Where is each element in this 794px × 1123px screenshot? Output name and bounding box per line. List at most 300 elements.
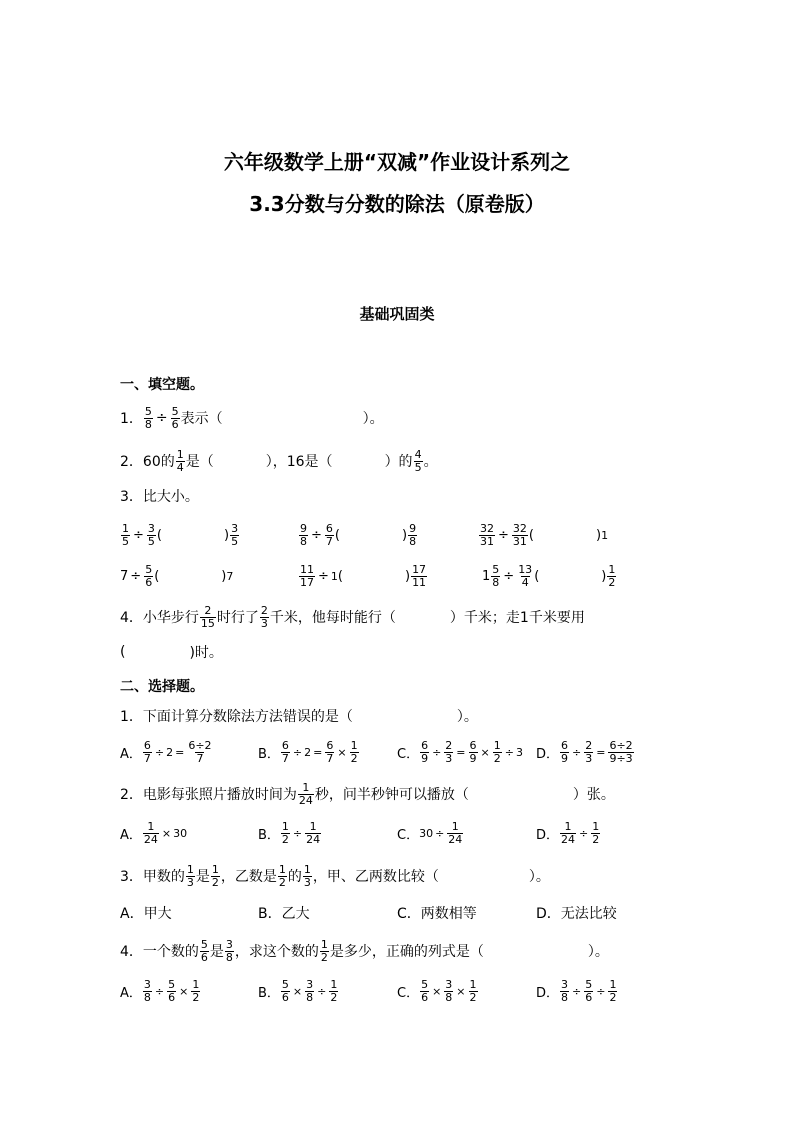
operator-symbol: ×: [456, 984, 466, 998]
denominator: 8: [306, 990, 314, 1004]
denominator: 8: [225, 950, 233, 964]
denominator: 2: [330, 990, 338, 1004]
text-span: 1: [330, 569, 338, 583]
q-number: 1．: [120, 411, 143, 427]
fraction: [444, 740, 453, 765]
q-text: 千米，他每时能行（: [269, 610, 396, 626]
numerator: 2: [585, 738, 593, 752]
numerator: 1: [609, 977, 617, 991]
question-1-3: [120, 481, 199, 511]
text-span: A．: [120, 746, 142, 762]
text-span: 3: [515, 745, 523, 759]
text-span: ，求这个数的: [234, 944, 319, 960]
text-span: C．: [397, 827, 420, 843]
denominator: 2: [281, 832, 289, 846]
text-span: 秒，问半秒钟可以播放（: [314, 787, 469, 803]
text-span: ）张。: [572, 787, 615, 803]
section-choice: 二、选择题。: [120, 679, 204, 695]
fraction: [230, 523, 239, 548]
fraction: [143, 740, 152, 765]
fraction: [281, 740, 290, 765]
denominator: 7: [281, 751, 289, 765]
fraction: [187, 740, 212, 765]
question-1-2: [120, 446, 438, 476]
numerator: 5: [171, 404, 179, 418]
denominator: 3: [303, 875, 311, 889]
fraction: [320, 939, 329, 964]
numerator: 1: [320, 937, 328, 951]
denominator: 7: [143, 751, 151, 765]
fraction: [305, 979, 314, 1004]
numerator: 1: [451, 819, 459, 833]
numerator: 1: [469, 977, 477, 991]
fraction: [607, 564, 616, 589]
denominator: 2: [493, 751, 501, 765]
fraction: [447, 821, 463, 846]
q-text: 3．比大小。: [120, 489, 199, 505]
text-span: (: [156, 527, 162, 543]
numerator: 1: [330, 977, 338, 991]
denominator: 31: [480, 534, 494, 548]
denominator: 31: [512, 534, 527, 548]
numerator: 6: [281, 738, 289, 752]
numerator: 1: [147, 819, 155, 833]
operator-symbol: ÷: [572, 984, 582, 998]
operator-symbol: =: [456, 745, 466, 759]
option-b[interactable]: B．乙大: [258, 906, 310, 922]
option-b[interactable]: [258, 976, 339, 1006]
fraction: [414, 449, 423, 474]
compare-item: [478, 520, 608, 550]
text-span: ，甲、乙两数比较（: [312, 869, 439, 885]
fraction: [186, 864, 195, 889]
denominator: 2: [350, 751, 358, 765]
q-text: 表示（: [180, 411, 223, 427]
option-a[interactable]: [120, 818, 187, 848]
denominator: 9: [561, 751, 569, 765]
fraction: [512, 523, 528, 548]
fraction: [420, 740, 429, 765]
operator-symbol: ÷: [435, 826, 445, 840]
text-span: B．: [258, 827, 280, 843]
denominator: 9÷3: [609, 751, 633, 765]
denominator: 8: [143, 990, 151, 1004]
numerator: 5: [144, 404, 152, 418]
fraction: [167, 979, 176, 1004]
text-span: 30: [419, 826, 434, 840]
text-span: 1: [601, 528, 609, 542]
numerator: 6÷2: [609, 738, 633, 752]
numerator: 1: [592, 819, 600, 833]
denominator: 24: [561, 832, 576, 846]
numerator: 3: [143, 977, 151, 991]
denominator: 5: [147, 534, 155, 548]
denominator: 3: [186, 875, 194, 889]
fraction: [560, 979, 569, 1004]
fraction: [281, 821, 290, 846]
fraction: [584, 740, 593, 765]
numerator: 1: [608, 562, 616, 576]
operator-symbol: ×: [161, 826, 172, 840]
fraction: [411, 564, 427, 589]
denominator: 24: [298, 793, 313, 807]
denominator: 9: [421, 751, 429, 765]
denominator: 5: [231, 534, 239, 548]
q-text: 是（: [185, 454, 214, 470]
question-2-4: [120, 936, 609, 966]
denominator: 5: [122, 534, 129, 548]
question-2-2: [120, 779, 615, 809]
fraction: [329, 979, 338, 1004]
option-c[interactable]: C．两数相等: [397, 906, 477, 922]
option-c[interactable]: [397, 976, 479, 1006]
compare-item: [298, 520, 418, 550]
fraction: [211, 864, 220, 889]
option-d[interactable]: D．无法比较: [536, 906, 617, 922]
denominator: 3: [585, 751, 593, 765]
numerator: 5: [421, 977, 429, 991]
text-span: 是多少，正确的列式是（: [329, 944, 484, 960]
option-a[interactable]: A．甲大: [120, 906, 172, 922]
option-d[interactable]: [536, 976, 618, 1006]
q-text: ）千米；走1千米要用: [449, 610, 585, 626]
denominator: 2: [608, 575, 616, 589]
text-span: 4．一个数的: [120, 944, 199, 960]
text-span: ): [223, 527, 230, 543]
denominator: 24: [143, 832, 158, 846]
denominator: 6: [171, 417, 179, 431]
operator-symbol: =: [175, 745, 185, 759]
text-span: D．: [536, 746, 560, 762]
text-span: )时。: [189, 645, 223, 661]
text-span: 1．下面计算分数除法方法错误的是（: [120, 709, 353, 725]
denominator: 2: [192, 990, 200, 1004]
numerator: 1: [192, 977, 200, 991]
numerator: 1: [302, 780, 310, 794]
fraction: [420, 979, 429, 1004]
compare-item: [120, 561, 233, 591]
text-span: 是: [195, 869, 210, 885]
denominator: 8: [445, 990, 453, 1004]
denominator: 15: [200, 616, 215, 630]
numerator: 5: [200, 937, 208, 951]
fraction: [147, 523, 156, 548]
q-text: 2．60的: [120, 454, 175, 470]
denominator: 8: [561, 990, 569, 1004]
operator-symbol: ÷: [292, 745, 303, 759]
numerator: 1: [309, 819, 317, 833]
denominator: 6: [585, 990, 593, 1004]
page-title-line1: 六年级数学上册“双减”作业设计系列之: [223, 150, 571, 174]
fraction: [491, 564, 500, 589]
numerator: 5: [492, 562, 500, 576]
q-text: 4．小华步行: [120, 610, 199, 626]
operator-symbol: =: [596, 745, 606, 759]
denominator: 8: [409, 534, 417, 548]
denominator: 2: [609, 990, 617, 1004]
denominator: 6: [281, 990, 289, 1004]
numerator: 3: [306, 977, 314, 991]
operator-symbol: ÷: [292, 826, 303, 840]
text-span: B．: [258, 746, 280, 762]
text-span: (: [528, 527, 534, 543]
numerator: 13: [518, 562, 533, 576]
option-c[interactable]: [397, 818, 464, 848]
operator-symbol: ×: [337, 745, 347, 759]
denominator: 6: [200, 950, 208, 964]
operator-symbol: ÷: [432, 745, 442, 759]
fraction: [444, 979, 453, 1004]
numerator: 3: [147, 521, 155, 535]
numerator: 2: [260, 603, 268, 617]
fraction: [325, 523, 334, 548]
numerator: 1: [281, 819, 289, 833]
numerator: 1: [493, 738, 501, 752]
numerator: 9: [409, 521, 417, 535]
fraction: [608, 740, 633, 765]
operator-symbol: ÷: [504, 745, 514, 759]
operator-symbol: ×: [432, 984, 442, 998]
fraction: [278, 864, 287, 889]
denominator: 6: [168, 990, 176, 1004]
text-span: 的: [287, 869, 302, 885]
text-span: (: [337, 568, 343, 584]
numerator: 3: [445, 977, 453, 991]
text-span: 7: [226, 569, 234, 583]
numerator: 5: [168, 977, 176, 991]
numerator: 5: [281, 977, 289, 991]
denominator: 7: [196, 751, 204, 765]
denominator: 7: [325, 534, 333, 548]
fraction: [143, 979, 152, 1004]
text-span: B．: [258, 985, 280, 1001]
fraction: [479, 523, 495, 548]
fraction: [517, 564, 533, 589]
text-span: ): [595, 527, 602, 543]
option-a[interactable]: [120, 737, 214, 767]
denominator: 2: [211, 875, 219, 889]
fraction: [325, 740, 334, 765]
numerator: 9: [300, 521, 307, 535]
question-2-1: [120, 701, 478, 731]
denominator: 7: [326, 751, 334, 765]
text-span: ）。: [456, 709, 478, 725]
denominator: 3: [445, 751, 453, 765]
text-span: ): [401, 527, 408, 543]
compare-item: [120, 520, 240, 550]
option-d[interactable]: [536, 737, 635, 767]
fraction: [469, 979, 478, 1004]
operator-symbol: ÷: [498, 527, 509, 543]
section-subtitle: 基础巩固类: [359, 305, 435, 323]
fraction: [144, 406, 153, 431]
fraction: [350, 740, 359, 765]
numerator: 3: [231, 521, 239, 535]
fraction: [299, 523, 308, 548]
fraction: [200, 605, 216, 630]
text-span: (: [120, 644, 126, 660]
numerator: 6: [469, 738, 477, 752]
text-span: C．: [397, 746, 420, 762]
q-text-end: ）。: [362, 411, 384, 427]
fraction: [408, 523, 417, 548]
text-span: 7: [120, 568, 129, 584]
text-span: 2: [304, 745, 312, 759]
fraction: [584, 979, 593, 1004]
text-span: (: [154, 568, 160, 584]
fraction: [225, 939, 234, 964]
numerator: 1: [278, 862, 286, 876]
operator-symbol: =: [313, 745, 323, 759]
operator-symbol: ×: [179, 984, 189, 998]
text-span: ): [601, 568, 607, 584]
denominator: 8: [300, 534, 307, 548]
operator-symbol: ÷: [311, 527, 322, 543]
text-span: C．: [397, 985, 420, 1001]
q-text: ），16是（: [265, 454, 333, 470]
text-span: 3．甲数的: [120, 869, 185, 885]
option-d[interactable]: [536, 818, 601, 848]
numerator: 17: [412, 562, 427, 576]
operator-symbol: ÷: [596, 984, 606, 998]
numerator: 32: [512, 521, 527, 535]
numerator: 1: [564, 819, 572, 833]
denominator: 2: [592, 832, 600, 846]
denominator: 3: [260, 616, 268, 630]
fraction: [176, 449, 185, 474]
text-span: 30: [173, 826, 188, 840]
denominator: 5: [414, 460, 422, 474]
q-text: 。: [423, 454, 438, 470]
fraction: [560, 821, 576, 846]
text-span: 是: [209, 944, 224, 960]
text-span: ）。: [528, 869, 550, 885]
numerator: 32: [480, 521, 494, 535]
question-1-4-cont: [120, 637, 223, 667]
numerator: 6: [561, 738, 569, 752]
denominator: 8: [144, 417, 152, 431]
fraction: [493, 740, 502, 765]
operator-symbol: ×: [480, 745, 490, 759]
option-a[interactable]: [120, 976, 201, 1006]
fraction: [299, 564, 315, 589]
numerator: 1: [186, 862, 194, 876]
fraction: [121, 523, 130, 548]
numerator: 1: [350, 738, 358, 752]
operator-symbol: ÷: [133, 527, 144, 543]
numerator: 6: [143, 738, 151, 752]
operator-symbol: ÷: [317, 984, 327, 998]
fraction: [260, 605, 269, 630]
denominator: 24: [306, 832, 321, 846]
compare-item: [298, 561, 428, 591]
fraction: [469, 740, 478, 765]
text-span: A．: [120, 985, 142, 1001]
denominator: 4: [176, 460, 184, 474]
operator-symbol: ÷: [572, 745, 582, 759]
fraction: [608, 979, 617, 1004]
text-span: D．: [536, 985, 560, 1001]
fraction: [171, 406, 180, 431]
page-title-line2: 3.3分数与分数的除法（原卷版）: [249, 192, 545, 216]
operator-symbol: ÷: [579, 826, 589, 840]
numerator: 4: [414, 447, 422, 461]
operator-symbol: ÷: [318, 568, 329, 584]
option-b[interactable]: [258, 818, 322, 848]
fraction: [200, 939, 209, 964]
question-1-4: [120, 602, 585, 632]
numerator: 5: [585, 977, 593, 991]
numerator: 6÷2: [188, 738, 212, 752]
fraction: [303, 864, 312, 889]
denominator: 2: [320, 950, 328, 964]
fraction: [143, 821, 159, 846]
q-text: 时行了: [216, 610, 259, 626]
fraction: [305, 821, 321, 846]
denominator: 4: [521, 575, 529, 589]
denominator: 8: [492, 575, 500, 589]
text-span: D．: [536, 827, 560, 843]
numerator: 6: [326, 738, 334, 752]
fraction: [298, 782, 314, 807]
numerator: 3: [225, 937, 233, 951]
denominator: 9: [469, 751, 477, 765]
q-text: ）的: [384, 454, 413, 470]
fraction: [191, 979, 200, 1004]
text-span: ，乙数是: [220, 869, 277, 885]
fraction: [281, 979, 290, 1004]
text-span: (: [534, 568, 540, 584]
denominator: 24: [448, 832, 463, 846]
numerator: 6: [421, 738, 429, 752]
denominator: 2: [278, 875, 286, 889]
numerator: 11: [300, 562, 314, 576]
numerator: 6: [325, 521, 333, 535]
fraction: [560, 740, 569, 765]
denominator: 17: [300, 575, 314, 589]
numerator: 1: [122, 521, 129, 535]
operator-symbol: ×: [292, 984, 303, 998]
operator-symbol: ÷: [154, 745, 165, 759]
numerator: 2: [445, 738, 453, 752]
text-span: 1: [482, 568, 491, 584]
text-span: ): [221, 568, 227, 584]
text-span: A．: [120, 827, 142, 843]
numerator: 2: [204, 603, 212, 617]
text-span: (: [334, 527, 340, 543]
operator-symbol: ÷: [154, 984, 165, 998]
text-span: ）。: [587, 944, 609, 960]
question-1-1: [120, 403, 384, 433]
numerator: 5: [145, 562, 153, 576]
fraction: [144, 564, 153, 589]
numerator: 1: [303, 862, 311, 876]
text-span: 2．电影每张照片播放时间为: [120, 787, 297, 803]
divide-sign: ÷: [155, 410, 168, 426]
numerator: 3: [561, 977, 569, 991]
numerator: 1: [211, 862, 219, 876]
denominator: 11: [412, 575, 427, 589]
option-b[interactable]: [258, 737, 360, 767]
operator-symbol: ÷: [503, 568, 515, 584]
numerator: 1: [176, 447, 184, 461]
denominator: 6: [421, 990, 429, 1004]
compare-item: [482, 561, 617, 591]
fraction: [591, 821, 600, 846]
option-c[interactable]: [397, 737, 523, 767]
denominator: 6: [145, 575, 153, 589]
denominator: 2: [469, 990, 477, 1004]
